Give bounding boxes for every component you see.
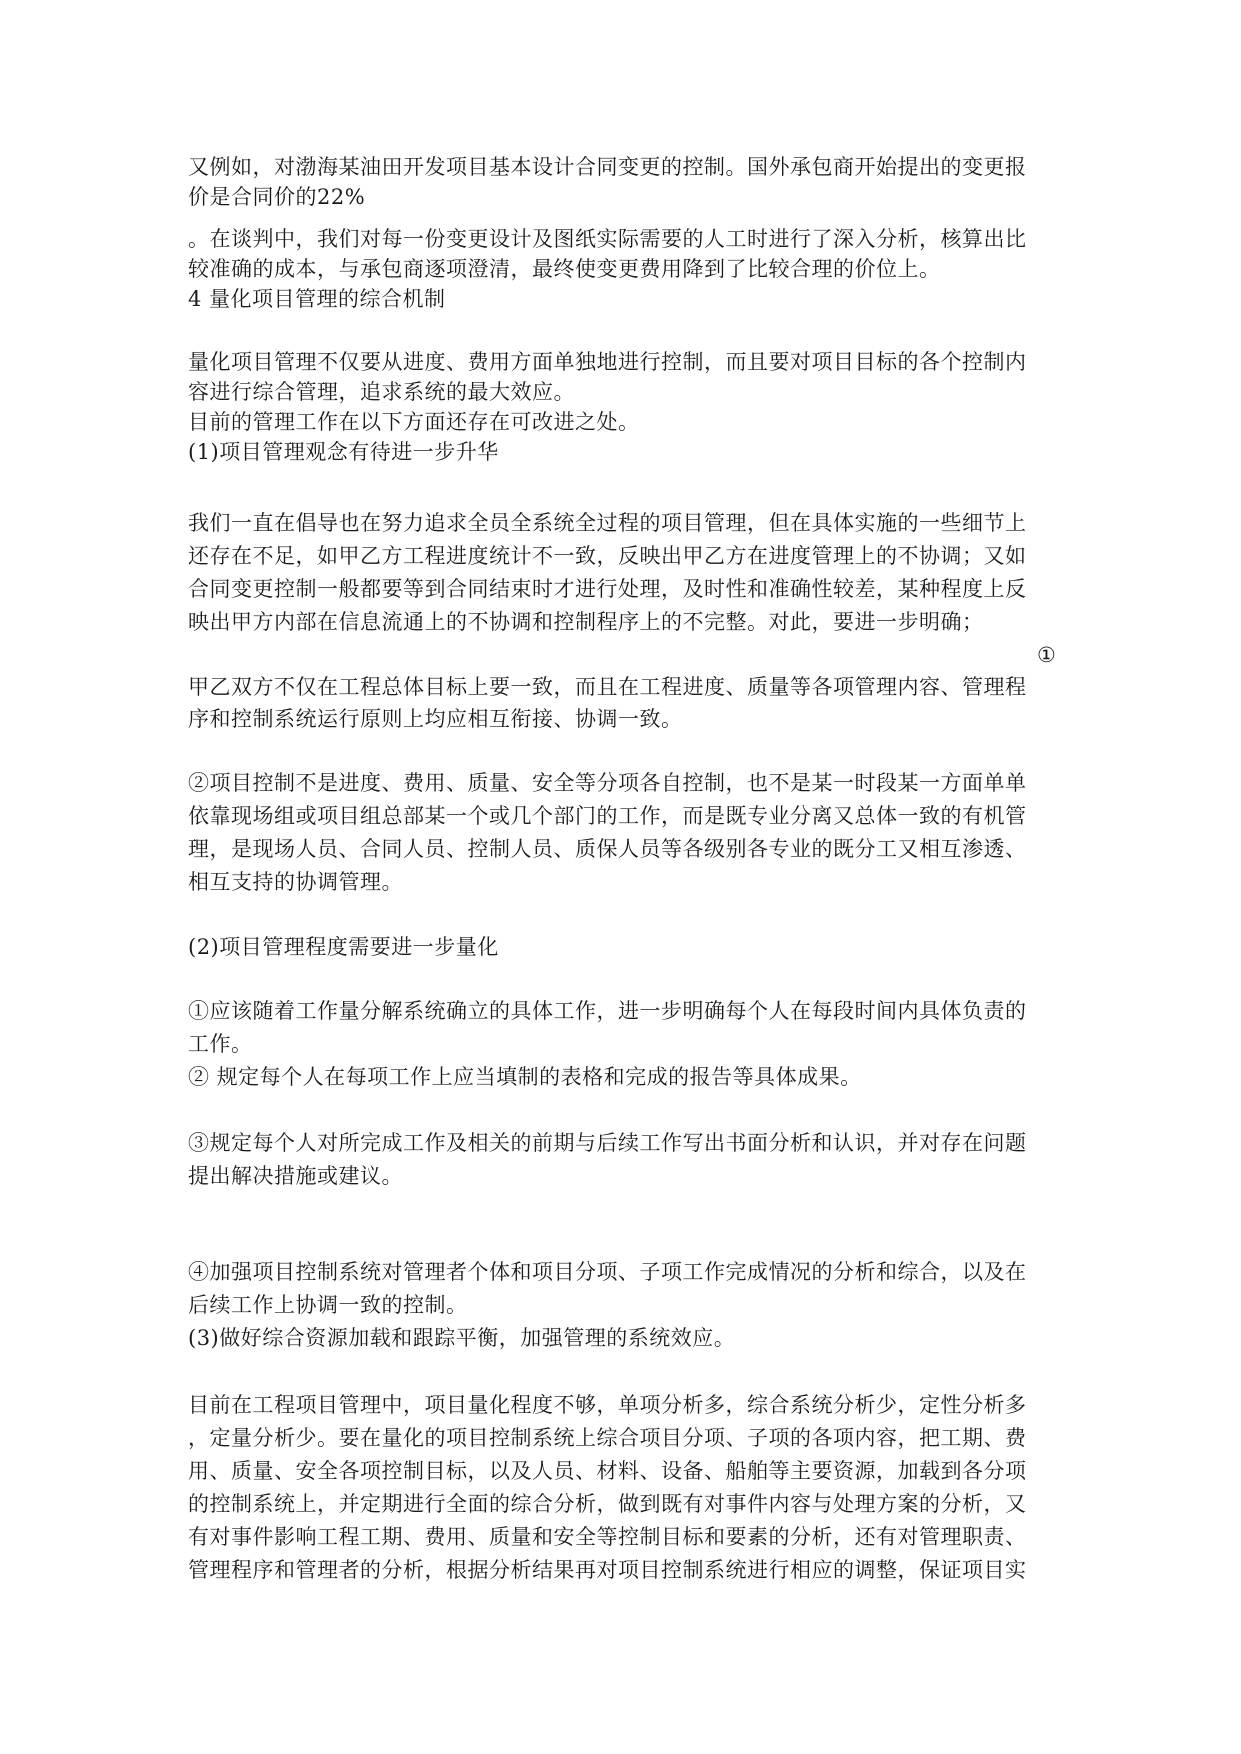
text-line: 目前的管理工作在以下方面还存在可改进之处。 xyxy=(188,410,640,434)
text-line: 合同变更控制一般都要等到合同结束时才进行处理，及时性和准确性较差，某种程度上反 xyxy=(188,577,1027,601)
text-line: 的控制系统上，并定期进行全面的综合分析，做到既有对事件内容与处理方案的分析，又 xyxy=(188,1492,1027,1516)
text-line: ③规定每个人对所完成工作及相关的前期与后续工作写出书面分析和认识，并对存在问题 xyxy=(188,1131,1027,1155)
text-line: 甲乙双方不仅在工程总体目标上要一致，而且在工程进度、质量等各项管理内容、管理程 xyxy=(188,675,1027,699)
text-line: ② 规定每个人在每项工作上应当填制的表格和完成的报告等具体成果。 xyxy=(188,1065,862,1089)
text-line: 。在谈判中，我们对每一份变更设计及图纸实际需要的人工时进行了深入分析，核算出比 xyxy=(188,227,1027,251)
text-line: 量化项目管理不仅要从进度、费用方面单独地进行控制，而且要对项目目标的各个控制内 xyxy=(188,350,1027,374)
text-line: ②项目控制不是进度、费用、质量、安全等分项各自控制，也不是某一时段某一方面单单 xyxy=(188,771,1027,795)
text-line: 映出甲方内部在信息流通上的不协调和控制程序上的不完整。对此，要进一步明确； xyxy=(188,610,984,634)
text-line: 还存在不足，如甲乙方工程进度统计不一致，反映出甲乙方在进度管理上的不协调；又如 xyxy=(188,544,1027,568)
text-line: 管理程序和管理者的分析，根据分析结果再对项目控制系统进行相应的调整，保证项目实 xyxy=(188,1558,1027,1582)
text-line: ①应该随着工作量分解系统确立的具体工作，进一步明确每个人在每段时间内具体负责的 xyxy=(188,999,1027,1023)
text-line: ，定量分析少。要在量化的项目控制系统上综合项目分项、子项的各项内容，把工期、费 xyxy=(188,1426,1027,1450)
text-line: 序和控制系统运行原则上均应相互衔接、协调一致。 xyxy=(188,707,683,731)
text-line: 有对事件影响工程工期、费用、质量和安全等控制目标和要素的分析，还有对管理职责、 xyxy=(188,1525,1027,1549)
subsection-heading: (3)做好综合资源加载和跟踪平衡，加强管理的系统效应。 xyxy=(188,1326,736,1350)
text-line: 工作。 xyxy=(188,1032,253,1056)
text-line: 较准确的成本，与承包商逐项澄清，最终使变更费用降到了比较合理的价位上。 xyxy=(188,257,941,281)
text-line: 价是合同价的22% xyxy=(188,185,366,209)
list-marker: ① xyxy=(1037,643,1056,667)
text-line: 我们一直在倡导也在努力追求全员全系统全过程的项目管理，但在具体实施的一些细节上 xyxy=(188,511,1027,535)
text-line: 相互支持的协调管理。 xyxy=(188,870,403,894)
section-heading: 4 量化项目管理的综合机制 xyxy=(188,287,446,311)
text-line: 容进行综合管理，追求系统的最大效应。 xyxy=(188,380,575,404)
text-line: 依靠现场组或项目组总部某一个或几个部门的工作，而是既专业分离又总体一致的有机管 xyxy=(188,804,1027,828)
text-line: 后续工作上协调一致的控制。 xyxy=(188,1293,468,1317)
text-line: 理，是现场人员、合同人员、控制人员、质保人员等各级别各专业的既分工又相互渗透、 xyxy=(188,837,1027,861)
text-line: ④加强项目控制系统对管理者个体和项目分项、子项工作完成情况的分析和综合，以及在 xyxy=(188,1260,1027,1284)
text-line: 目前在工程项目管理中，项目量化程度不够，单项分析多，综合系统分析少，定性分析多 xyxy=(188,1393,1027,1417)
subsection-heading: (1)项目管理观念有待进一步升华 xyxy=(188,440,499,464)
text-line: 用、质量、安全各项控制目标，以及人员、材料、设备、船舶等主要资源，加载到各分项 xyxy=(188,1459,1027,1483)
text-line: 又例如，对渤海某油田开发项目基本设计合同变更的控制。国外承包商开始提出的变更报 xyxy=(188,155,1027,179)
subsection-heading: (2)项目管理程度需要进一步量化 xyxy=(188,935,499,959)
text-line: 提出解决措施或建议。 xyxy=(188,1164,403,1188)
